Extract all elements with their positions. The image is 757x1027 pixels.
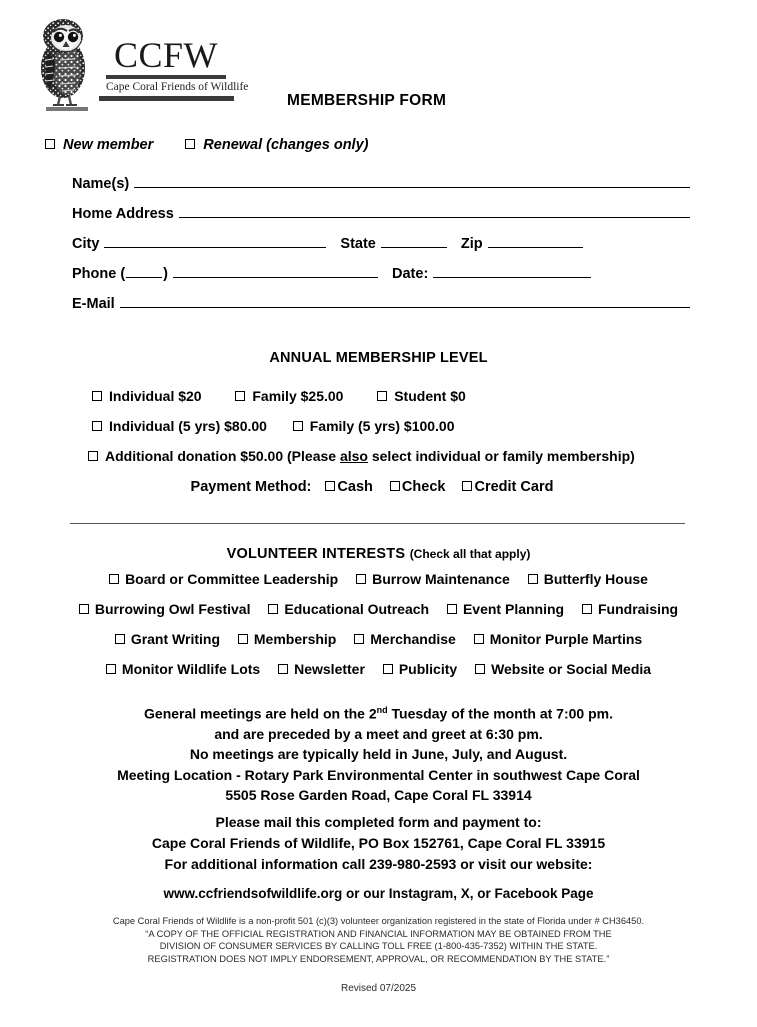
checkbox-box-icon[interactable]: [88, 451, 98, 461]
checkbox-renewal[interactable]: [185, 137, 368, 153]
checkbox-box-icon[interactable]: [383, 664, 393, 674]
checkbox-payment-cash[interactable]: [325, 479, 372, 495]
page-title: MEMBERSHIP FORM: [287, 92, 447, 109]
volunteer-row: [0, 631, 757, 661]
logo-rule-lower: [99, 96, 234, 101]
state-label: State: [340, 236, 376, 252]
checkbox-box-icon[interactable]: [115, 634, 125, 644]
email-label: E-Mail: [72, 296, 115, 312]
checkbox-label: Website or Social Media: [491, 661, 652, 677]
volunteer-row: [0, 661, 757, 691]
checkbox-label: Individual (5 yrs) $80.00: [109, 418, 267, 434]
checkbox-student-0[interactable]: [377, 388, 466, 404]
checkbox-burrow-maintenance[interactable]: [356, 571, 510, 587]
checkbox-label: Newsletter: [294, 661, 365, 677]
checkbox-payment-credit-card[interactable]: [462, 479, 553, 495]
checkbox-box-icon[interactable]: [106, 664, 116, 674]
checkbox-label: Family (5 yrs) $100.00: [309, 418, 455, 434]
checkbox-box-icon[interactable]: [79, 604, 89, 614]
checkbox-monitor-wildlife-lots[interactable]: [106, 661, 260, 677]
mailing-line-1: Please mail this completed form and payment to:: [215, 814, 542, 830]
checkbox-event-planning[interactable]: [447, 601, 564, 617]
checkbox-box-icon[interactable]: [582, 604, 592, 614]
state-input[interactable]: [381, 234, 447, 248]
ccfw-logo: [22, 12, 249, 112]
zip-input[interactable]: [488, 234, 583, 248]
membership-level-row-2: [92, 418, 732, 448]
payment-method-group: [0, 479, 757, 495]
checkbox-box-icon[interactable]: [92, 421, 102, 431]
field-row-address: [72, 204, 692, 234]
checkbox-box-icon[interactable]: [474, 634, 484, 644]
checkbox-box-icon[interactable]: [447, 604, 457, 614]
meeting-line-1-a: General meetings are held on the 2: [144, 705, 377, 722]
meeting-location: [0, 765, 757, 805]
logo-rule-upper: [106, 75, 226, 79]
ccfw-wordmark: [106, 35, 249, 101]
phone-input[interactable]: [173, 264, 378, 278]
donation-label-after: select individual or family membership): [367, 448, 635, 464]
volunteer-interests-options: [0, 571, 757, 691]
home-address-input[interactable]: [179, 204, 690, 218]
phone-areacode-input[interactable]: [126, 264, 162, 278]
mailing-phone-line: For additional information call 239-980-2593 or visit our website:: [164, 856, 593, 872]
meeting-line-2: and are preceded by a meet and greet at 6:30 pm.: [214, 725, 543, 742]
checkbox-box-icon[interactable]: [268, 604, 278, 614]
name-input[interactable]: [134, 174, 690, 188]
checkbox-label: Butterfly House: [543, 571, 648, 587]
checkbox-family-25[interactable]: [235, 388, 343, 404]
donation-label-before: Additional donation $50.00 (Please: [105, 448, 340, 464]
checkbox-label: Student $0: [394, 388, 466, 404]
checkbox-box-icon[interactable]: [109, 574, 119, 584]
checkbox-label: Board or Committee Leadership: [125, 571, 339, 587]
checkbox-fundraising[interactable]: [582, 601, 678, 617]
checkbox-label: New member: [63, 137, 154, 153]
contact-fields: [72, 174, 692, 324]
checkbox-label: Educational Outreach: [284, 601, 430, 617]
legal-disclaimer: [0, 915, 757, 965]
checkbox-box-icon[interactable]: [235, 391, 245, 401]
legal-line-4: REGISTRATION DOES NOT IMPLY ENDORSEMENT, APPROVAL, OR RECOMMENDATION BY THE STATE.”: [147, 953, 610, 964]
member-type-group: [45, 137, 368, 153]
meeting-schedule: [0, 700, 757, 764]
mailing-address: Cape Coral Friends of Wildlife, PO Box 152761, Cape Coral FL 33915: [151, 835, 606, 851]
membership-level-row-1: [92, 388, 732, 418]
checkbox-monitor-purple-martins[interactable]: [474, 631, 642, 647]
donation-label-emphasis: also: [339, 448, 368, 464]
date-label: Date:: [392, 266, 429, 282]
membership-level-row-3: [88, 448, 732, 478]
checkbox-label: Cash: [337, 479, 373, 495]
membership-level-heading: ANNUAL MEMBERSHIP LEVEL: [269, 350, 488, 366]
checkbox-label: Credit Card: [474, 479, 554, 495]
checkbox-label: Burrowing Owl Festival: [94, 601, 251, 617]
mailing-instructions: [0, 812, 757, 875]
checkbox-payment-check[interactable]: [390, 479, 446, 495]
checkbox-merchandise[interactable]: [354, 631, 456, 647]
checkbox-box-icon[interactable]: [238, 634, 248, 644]
checkbox-membership[interactable]: [238, 631, 336, 647]
checkbox-new-member[interactable]: [45, 137, 153, 153]
membership-level-options: [92, 388, 732, 478]
checkbox-box-icon[interactable]: [390, 481, 400, 491]
checkbox-box-icon[interactable]: [377, 391, 387, 401]
checkbox-box-icon[interactable]: [325, 481, 335, 491]
phone-label-close: ): [163, 266, 169, 282]
meeting-line-1-b: Tuesday of the month at 7:00 pm.: [387, 705, 613, 722]
checkbox-box-icon[interactable]: [45, 139, 55, 149]
checkbox-label: Merchandise: [370, 631, 456, 647]
field-row-phone-date: [72, 264, 692, 294]
payment-method-label: Payment Method:: [190, 479, 312, 495]
meeting-line-1: [0, 700, 757, 724]
checkbox-educational-outreach[interactable]: [268, 601, 429, 617]
checkbox-box-icon[interactable]: [356, 574, 366, 584]
checkbox-board-leadership[interactable]: [109, 571, 338, 587]
volunteer-interests-heading: [0, 545, 757, 563]
zip-label: Zip: [460, 236, 483, 252]
ccfw-acronym: CCFW: [113, 35, 219, 75]
checkbox-publicity[interactable]: [383, 661, 457, 677]
phone-label: Phone (: [72, 266, 126, 282]
checkbox-box-icon[interactable]: [354, 634, 364, 644]
checkbox-label: Event Planning: [462, 601, 565, 617]
website-line[interactable]: www.ccfriendsofwildlife.org or our Instagram, X, or Facebook Page: [163, 886, 594, 901]
checkbox-label: Monitor Purple Martins: [489, 631, 643, 647]
volunteer-row: [0, 571, 757, 601]
email-input[interactable]: [120, 294, 690, 308]
legal-line-3: DIVISION OF CONSUMER SERVICES BY CALLING TOLL FREE (1-800-435-7352) WITHIN THE STATE.: [159, 941, 598, 952]
checkbox-label: Membership: [253, 631, 337, 647]
checkbox-box-icon[interactable]: [92, 391, 102, 401]
checkbox-box-icon[interactable]: [278, 664, 288, 674]
checkbox-label: Individual $20: [109, 388, 202, 404]
checkbox-box-icon[interactable]: [185, 139, 195, 149]
checkbox-box-icon[interactable]: [293, 421, 303, 431]
field-row-email: [72, 294, 692, 324]
revision-date: Revised 07/2025: [340, 983, 417, 994]
checkbox-box-icon[interactable]: [462, 481, 472, 491]
checkbox-label: Monitor Wildlife Lots: [121, 661, 261, 677]
checkbox-burrowing-owl-festival[interactable]: [79, 601, 251, 617]
legal-line-1: Cape Coral Friends of Wildlife is a non-profit 501 (c)(3) volunteer organization registered in the state of Florida under # CH36450.: [112, 916, 645, 926]
volunteer-heading-text: VOLUNTEER INTERESTS: [226, 546, 406, 562]
checkbox-label: Fundraising: [597, 601, 679, 617]
location-line-2: 5505 Rose Garden Road, Cape Coral FL 33914: [225, 787, 532, 803]
volunteer-subheading-text: (Check all that apply): [409, 547, 531, 561]
ccfw-tagline: Cape Coral Friends of Wildlife: [106, 81, 249, 93]
checkbox-label: Family $25.00: [252, 388, 344, 404]
legal-line-2: “A COPY OF THE OFFICIAL REGISTRATION AND FINANCIAL INFORMATION MAY BE OBTAINED FROM THE: [145, 928, 612, 939]
meeting-ordinal-suffix: nd: [376, 705, 388, 715]
field-row-name: [72, 174, 692, 204]
section-divider: [70, 523, 685, 524]
checkbox-website-social-media[interactable]: [475, 661, 651, 677]
checkbox-family-5yr-100[interactable]: [293, 418, 455, 434]
checkbox-label: Publicity: [398, 661, 458, 677]
checkbox-butterfly-house[interactable]: [528, 571, 648, 587]
checkbox-individual-20[interactable]: [92, 388, 202, 404]
name-label: Name(s): [72, 176, 130, 192]
checkbox-box-icon[interactable]: [475, 664, 485, 674]
city-label: City: [72, 236, 100, 252]
checkbox-label: Check: [401, 479, 446, 495]
checkbox-label: Burrow Maintenance: [372, 571, 510, 587]
location-line-1: Meeting Location - Rotary Park Environmental Center in southwest Cape Coral: [117, 767, 640, 783]
form-header: [0, 0, 757, 122]
checkbox-individual-5yr-80[interactable]: [92, 418, 267, 434]
checkbox-grant-writing[interactable]: [115, 631, 220, 647]
meeting-line-3: No meetings are typically held in June, July, and August.: [189, 745, 568, 762]
checkbox-additional-donation[interactable]: [88, 448, 635, 464]
checkbox-box-icon[interactable]: [528, 574, 538, 584]
field-row-city-state-zip: [72, 234, 692, 264]
home-address-label: Home Address: [72, 206, 174, 222]
volunteer-row: [0, 601, 757, 631]
checkbox-label: Renewal (changes only): [203, 137, 369, 153]
checkbox-label: Grant Writing: [130, 631, 220, 647]
city-input[interactable]: [104, 234, 326, 248]
burrowing-owl-icon: [22, 12, 104, 112]
checkbox-newsletter[interactable]: [278, 661, 365, 677]
date-input[interactable]: [433, 264, 591, 278]
